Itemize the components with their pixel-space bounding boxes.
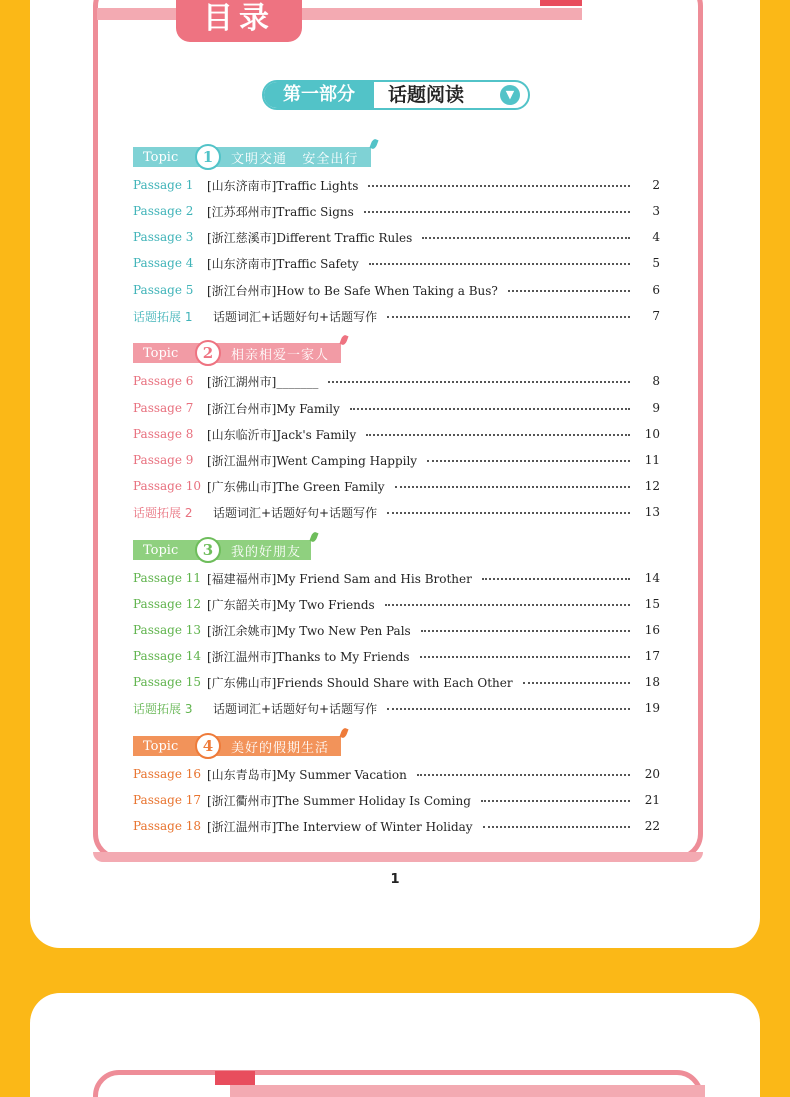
toc-row[interactable]: [133, 673, 660, 691]
extension-title: 话题词汇+话题好句+话题写作: [213, 309, 378, 324]
passage-label: Passage 10: [133, 479, 202, 493]
dot-leader: [364, 211, 630, 213]
dot-leader: [481, 800, 630, 802]
page-ref: 13: [644, 505, 660, 519]
passage-label: Passage 17: [133, 793, 202, 807]
passage-title: [江苏邳州市]Traffic Signs: [207, 204, 354, 219]
toc-row[interactable]: [133, 569, 660, 587]
topic-title: 相亲相爱一家人: [231, 347, 330, 363]
passage-label: Passage 5: [133, 283, 194, 297]
passage-title: [浙江余姚市]My Two New Pen Pals: [207, 623, 411, 638]
passage-title: [浙江衢州市]The Summer Holiday Is Coming: [207, 793, 471, 808]
page-ref: 5: [652, 256, 660, 270]
top-strip: [97, 8, 582, 20]
toc-row[interactable]: [133, 425, 660, 443]
dot-leader: [369, 263, 630, 265]
part-heading: [262, 80, 530, 110]
passage-label: Passage 15: [133, 675, 202, 689]
passage-label: Passage 9: [133, 453, 194, 467]
passage-title: [浙江慈溪市]Different Traffic Rules: [207, 230, 413, 245]
passage-title: [浙江湖州市]_______: [207, 374, 319, 389]
toc-row[interactable]: [133, 817, 660, 835]
part-title: 话题阅读: [388, 84, 465, 106]
passage-label: Passage 16: [133, 767, 202, 781]
topic-header-3: [133, 540, 311, 560]
dot-leader: [420, 656, 630, 658]
dot-leader: [422, 237, 630, 239]
topic-word: Topic: [143, 149, 179, 165]
dot-leader: [427, 460, 630, 462]
toc-row[interactable]: [133, 451, 660, 469]
page-ref: 9: [652, 401, 660, 415]
page-ref: 17: [644, 649, 660, 663]
toc-row[interactable]: [133, 595, 660, 613]
toc-row[interactable]: [133, 372, 660, 390]
page-title: 目录: [176, 0, 302, 42]
topic-header-4: [133, 736, 341, 756]
page-ref: 16: [644, 623, 660, 637]
passage-label: Passage 1: [133, 178, 194, 192]
toc-row[interactable]: [133, 791, 660, 809]
passage-title: [广东佛山市]Friends Should Share with Each Other: [207, 675, 513, 690]
page-ref: 7: [652, 309, 660, 323]
dot-leader: [366, 434, 630, 436]
dot-leader: [350, 408, 630, 410]
page-ref: 6: [652, 283, 660, 297]
bookmark-tab: [540, 0, 582, 6]
toc-row-extension[interactable]: [133, 503, 660, 521]
passage-title: [山东济南市]Traffic Lights: [207, 178, 359, 193]
page-ref: 2: [652, 178, 660, 192]
page-ref: 11: [644, 453, 660, 467]
passage-title: [广东佛山市]The Green Family: [207, 479, 385, 494]
dot-leader: [421, 630, 630, 632]
dot-leader: [508, 290, 630, 292]
extension-title: 话题词汇+话题好句+话题写作: [213, 505, 378, 520]
page-ref: 18: [644, 675, 660, 689]
passage-title: [广东韶关市]My Two Friends: [207, 597, 375, 612]
passage-title: [浙江温州市]Went Camping Happily: [207, 453, 418, 468]
passage-label: Passage 8: [133, 427, 194, 441]
toc-row[interactable]: [133, 254, 660, 272]
page-ref: 20: [644, 767, 660, 781]
extension-title: 话题词汇+话题好句+话题写作: [213, 701, 378, 716]
dot-leader: [387, 708, 630, 710]
dot-leader: [483, 826, 630, 828]
extension-label: 话题拓展 2: [133, 505, 193, 520]
page-ref: 12: [644, 479, 660, 493]
dot-leader: [385, 604, 630, 606]
dot-leader: [387, 316, 630, 318]
passage-label: Passage 18: [133, 819, 202, 833]
toc-row[interactable]: [133, 765, 660, 783]
page-number: 1: [390, 872, 400, 887]
toc-row-extension[interactable]: [133, 699, 660, 717]
dot-leader: [395, 486, 630, 488]
toc-row[interactable]: [133, 228, 660, 246]
part-label: 第一部分: [264, 82, 374, 108]
toc-row[interactable]: [133, 281, 660, 299]
dot-leader: [417, 774, 630, 776]
dot-leader: [523, 682, 630, 684]
toc-row[interactable]: [133, 621, 660, 639]
topic-number: 2: [195, 340, 221, 366]
topic-word: Topic: [143, 738, 179, 754]
passage-title: [福建福州市]My Friend Sam and His Brother: [207, 571, 472, 586]
topic-title: 我的好朋友: [231, 544, 302, 560]
extension-label: 话题拓展 1: [133, 309, 193, 324]
page-ref: 15: [644, 597, 660, 611]
topic-header-1: [133, 147, 371, 167]
passage-label: Passage 7: [133, 401, 194, 415]
passage-title: [浙江温州市]The Interview of Winter Holiday: [207, 819, 473, 834]
toc-row[interactable]: [133, 176, 660, 194]
passage-label: Passage 6: [133, 374, 194, 388]
page-ref: 14: [644, 571, 660, 585]
topic-title: 美好的假期生活: [231, 740, 330, 756]
page-ref: 22: [644, 819, 660, 833]
toc-row[interactable]: [133, 647, 660, 665]
passage-title: [浙江台州市]My Family: [207, 401, 340, 416]
passage-label: Passage 4: [133, 256, 194, 270]
dot-leader: [368, 185, 630, 187]
passage-label: Passage 2: [133, 204, 194, 218]
toc-row[interactable]: [133, 202, 660, 220]
passage-label: Passage 3: [133, 230, 194, 244]
page-ref: 3: [652, 204, 660, 218]
triangle-down-icon: ▼: [500, 85, 520, 105]
top-strip-next: [230, 1085, 705, 1097]
bookmark-tab-next: [215, 1071, 255, 1085]
passage-title: [山东济南市]Traffic Safety: [207, 256, 359, 271]
passage-label: Passage 11: [133, 571, 202, 585]
passage-label: Passage 14: [133, 649, 202, 663]
topic-word: Topic: [143, 542, 179, 558]
page-ref: 21: [644, 793, 660, 807]
topic-number: 4: [195, 733, 221, 759]
passage-label: Passage 13: [133, 623, 202, 637]
topic-title: 文明交通 安全出行: [231, 151, 359, 167]
extension-label: 话题拓展 3: [133, 701, 193, 716]
dot-leader: [482, 578, 630, 580]
dot-leader: [387, 512, 630, 514]
toc-row[interactable]: [133, 477, 660, 495]
passage-label: Passage 12: [133, 597, 202, 611]
topic-number: 1: [195, 144, 221, 170]
page-ref: 8: [652, 374, 660, 388]
page-ref: 4: [652, 230, 660, 244]
toc-row[interactable]: [133, 399, 660, 417]
page-ref: 10: [644, 427, 660, 441]
topic-word: Topic: [143, 345, 179, 361]
dot-leader: [328, 381, 630, 383]
passage-title: [浙江台州市]How to Be Safe When Taking a Bus?: [207, 283, 498, 298]
bottom-strip: [93, 852, 703, 862]
topic-header-2: [133, 343, 341, 363]
page-ref: 19: [644, 701, 660, 715]
toc-row-extension[interactable]: [133, 307, 660, 325]
passage-title: [山东青岛市]My Summer Vacation: [207, 767, 407, 782]
passage-title: [浙江温州市]Thanks to My Friends: [207, 649, 410, 664]
topic-number: 3: [195, 537, 221, 563]
passage-title: [山东临沂市]Jack's Family: [207, 427, 357, 442]
